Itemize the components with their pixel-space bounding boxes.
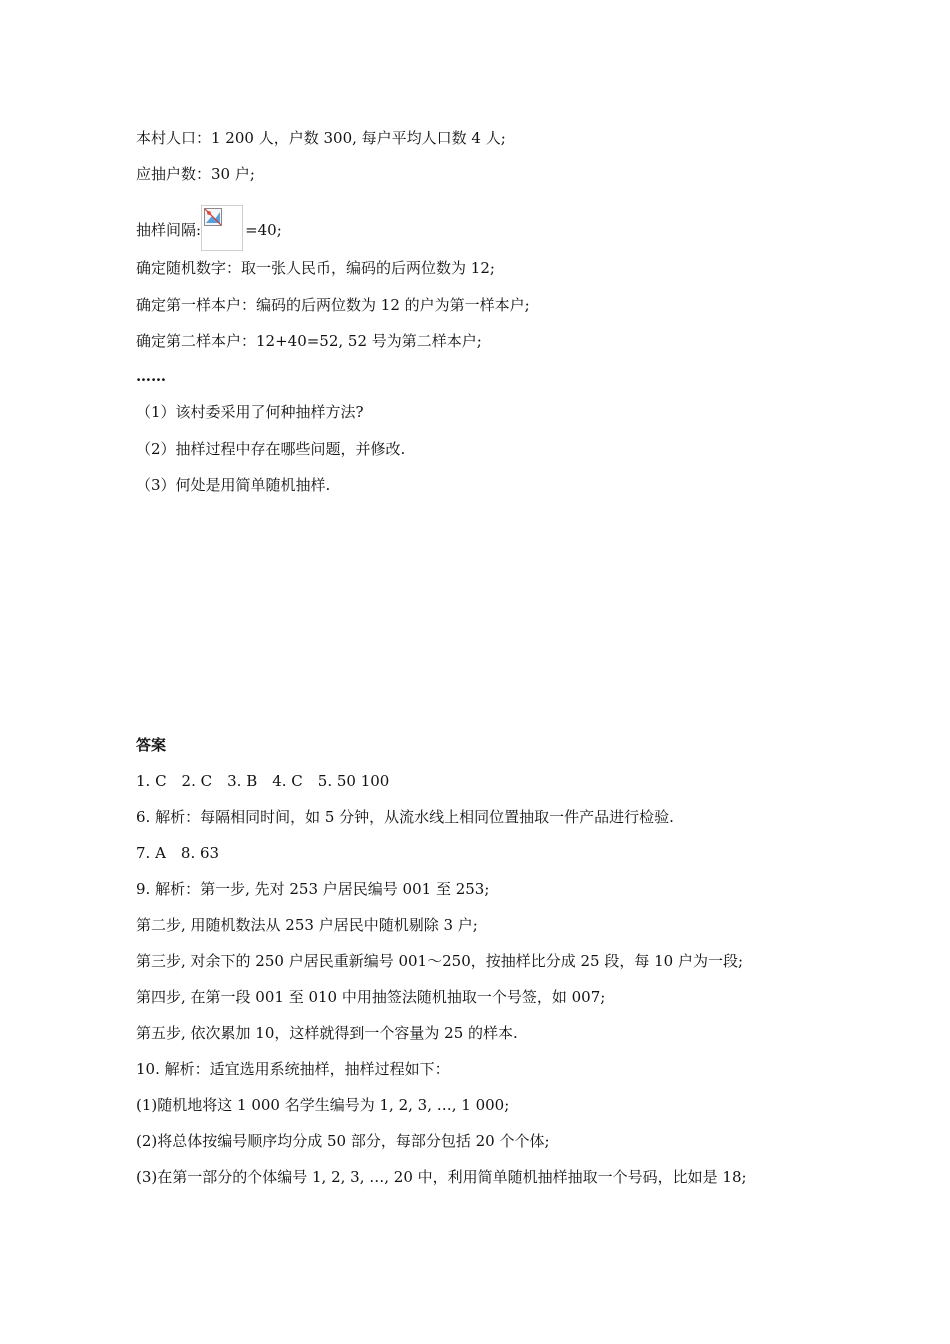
answer-9-step-3: 第三步, 对余下的 250 户居民重新编号 001～250，按抽样比分成 25 段，每 10 户为一段; — [136, 952, 744, 970]
answer-9-step-4: 第四步, 在第一段 001 至 010 中用抽签法随机抽取一个号签，如 007; — [136, 988, 606, 1006]
answer-9-step-5: 第五步, 依次累加 10，这样就得到一个容量为 25 的样本. — [136, 1024, 518, 1042]
first-sample-line: 确定第一样本户：编码的后两位数为 12 的户为第一样本户; — [136, 296, 530, 314]
sample-count-line: 应抽户数：30 户; — [136, 165, 255, 183]
answer-10-intro: 10. 解析：适宜选用系统抽样，抽样过程如下： — [136, 1060, 450, 1078]
random-digit-line: 确定随机数字：取一张人民币，编码的后两位数为 12; — [136, 259, 495, 277]
interval-label: 抽样间隔: — [136, 221, 202, 239]
answer-10-step-2: (2)将总体按编号顺序均分成 50 部分，每部分包括 20 个个体; — [136, 1132, 550, 1150]
question-2: （2）抽样过程中存在哪些问题，并修改. — [136, 440, 406, 458]
population-line: 本村人口：1 200 人，户数 300, 每户平均人口数 4 人; — [136, 129, 506, 147]
answer-10-step-3: (3)在第一部分的个体编号 1, 2, 3, …, 20 中，利用简单随机抽样抽取一个号码，比如是 18; — [136, 1168, 747, 1186]
answer-9-step-1: 9. 解析：第一步, 先对 253 户居民编号 001 至 253; — [136, 880, 490, 898]
answer-10-step-1: (1)随机地将这 1 000 名学生编号为 1, 2, 3, …, 1 000; — [136, 1096, 510, 1114]
question-1: （1）该村委采用了何种抽样方法? — [136, 403, 364, 421]
formula-image — [201, 205, 243, 251]
sampling-interval-line — [136, 208, 282, 254]
second-sample-line: 确定第二样本户：12+40=52, 52 号为第二样本户; — [136, 332, 482, 350]
answer-6: 6. 解析：每隔相同时间，如 5 分钟，从流水线上相同位置抽取一件产品进行检验. — [136, 808, 674, 826]
answer-heading: 答案 — [136, 736, 167, 754]
answer-9-step-2: 第二步, 用随机数法从 253 户居民中随机剔除 3 户; — [136, 916, 478, 934]
ellipsis: …… — [136, 367, 166, 385]
broken-image-icon — [204, 208, 222, 226]
answer-1-5: 1. C 2. C 3. B 4. C 5. 50 100 — [136, 772, 390, 790]
answer-7-8: 7. A 8. 63 — [136, 844, 220, 862]
interval-value: =40; — [245, 221, 282, 239]
question-3: （3）何处是用简单随机抽样. — [136, 476, 331, 494]
